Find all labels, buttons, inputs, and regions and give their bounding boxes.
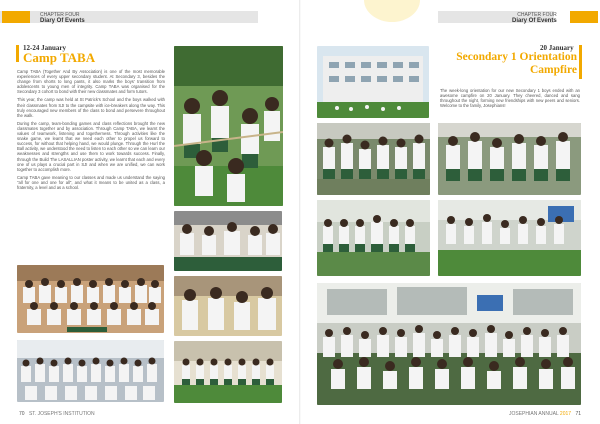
photo-tug-of-war [174, 46, 283, 206]
right-sun-decoration [364, 0, 420, 22]
left-section-name: Diary Of Events [40, 18, 85, 24]
photo-field-line [174, 341, 282, 403]
right-footer [509, 411, 584, 417]
left-event-title: Camp TABA [23, 50, 96, 65]
right-chapter-tab [570, 11, 598, 23]
right-title-line-2: Campfire [529, 64, 577, 76]
photo-hall-group [17, 340, 164, 402]
left-footer-name: ST. JOSEPH'S INSTITUTION [28, 411, 95, 417]
photo-boys-talking [174, 276, 282, 336]
photo-class-group [17, 265, 164, 333]
right-title-accent-bar [579, 45, 582, 79]
page-gutter [299, 0, 301, 424]
right-chapter-number: CHAPTER FOUR [517, 12, 557, 18]
left-event-date: 12-24 January [23, 44, 66, 52]
photo-circle-dance [438, 200, 581, 276]
left-page-number: 70 [19, 411, 25, 417]
left-paragraph-2: This year, the camp was held at St Patrick's School and the boys walked with their classmates from SJI to the campsite with ice-breakers along the way. This truly encouraged new members of the class to bond and persevere throughout the walk. [17, 97, 165, 118]
left-footer [16, 411, 95, 417]
right-article-body: The week-long orientation for our new Secondary 1 boys ended with an awesome campfire on 20 January. They cheered, danced and sang throughout the night, forming new friendships with new peers and seniors. Welcome to the family, Josephians! [440, 88, 580, 109]
right-footer-name: JOSEPHIAN ANNUAL [508, 411, 559, 417]
left-title-accent-bar [16, 45, 19, 62]
photo-campfire-crowd [317, 283, 581, 405]
photo-boys-seated [174, 211, 282, 271]
right-page-number: 71 [575, 411, 581, 417]
left-header-bar [0, 11, 258, 23]
photo-dancing-close [438, 123, 581, 195]
right-chapter-label [512, 12, 557, 24]
right-footer-year: 2017 [559, 411, 572, 417]
right-event-title [432, 51, 577, 77]
photo-dancing-crowd [317, 123, 430, 195]
photo-stage-dance [317, 200, 430, 276]
left-paragraph-4: Camp TABA gave meaning to our classes and made us understand the saying "all for one and one for all", and what it means to be united as a class, a fraternity, a level and as a school. [17, 174, 165, 190]
left-article-body [17, 69, 165, 190]
left-paragraph-3: During the camp, team-bonding games and class reflections brought the new classmates together and by association. Through Camp TABA, we learnt the values of teamwork, listening and togetherness. Through activities like the snake game, we learnt that we need each other to propel us forward to success, for without that helping hand, we would plunge. Through the Hurl the Ball activity, we understood the need to listen to each other so we can learn our weaknesses and strengths and use them to work towards success. Finally, through the Build The LASALLIAN poster activity, we learnt that each and every one of us plays a crucial part in SJI and when we are unified, we can work together to accomplish more. [17, 120, 165, 172]
right-section-name: Diary Of Events [512, 18, 557, 24]
photo-school-building [317, 46, 429, 118]
left-paragraph-1: Camp TABA (Together And By Association) is one of the most memorable experiences of every upper secondary student. At Secondary 3, besides the change from shorts to long pants, it also marks the boys' transition from adolescents to young men of integrity. Camp TABA was organised for the Secondary 3 cohort to bond with their new classmates and form tutors. [17, 69, 165, 95]
left-chapter-tab [2, 11, 30, 23]
left-chapter-number: CHAPTER FOUR [40, 12, 80, 18]
right-event-date: 20 January [540, 44, 574, 52]
left-chapter-label [40, 12, 85, 24]
right-title-line-1: Secondary 1 Orientation [456, 51, 577, 63]
